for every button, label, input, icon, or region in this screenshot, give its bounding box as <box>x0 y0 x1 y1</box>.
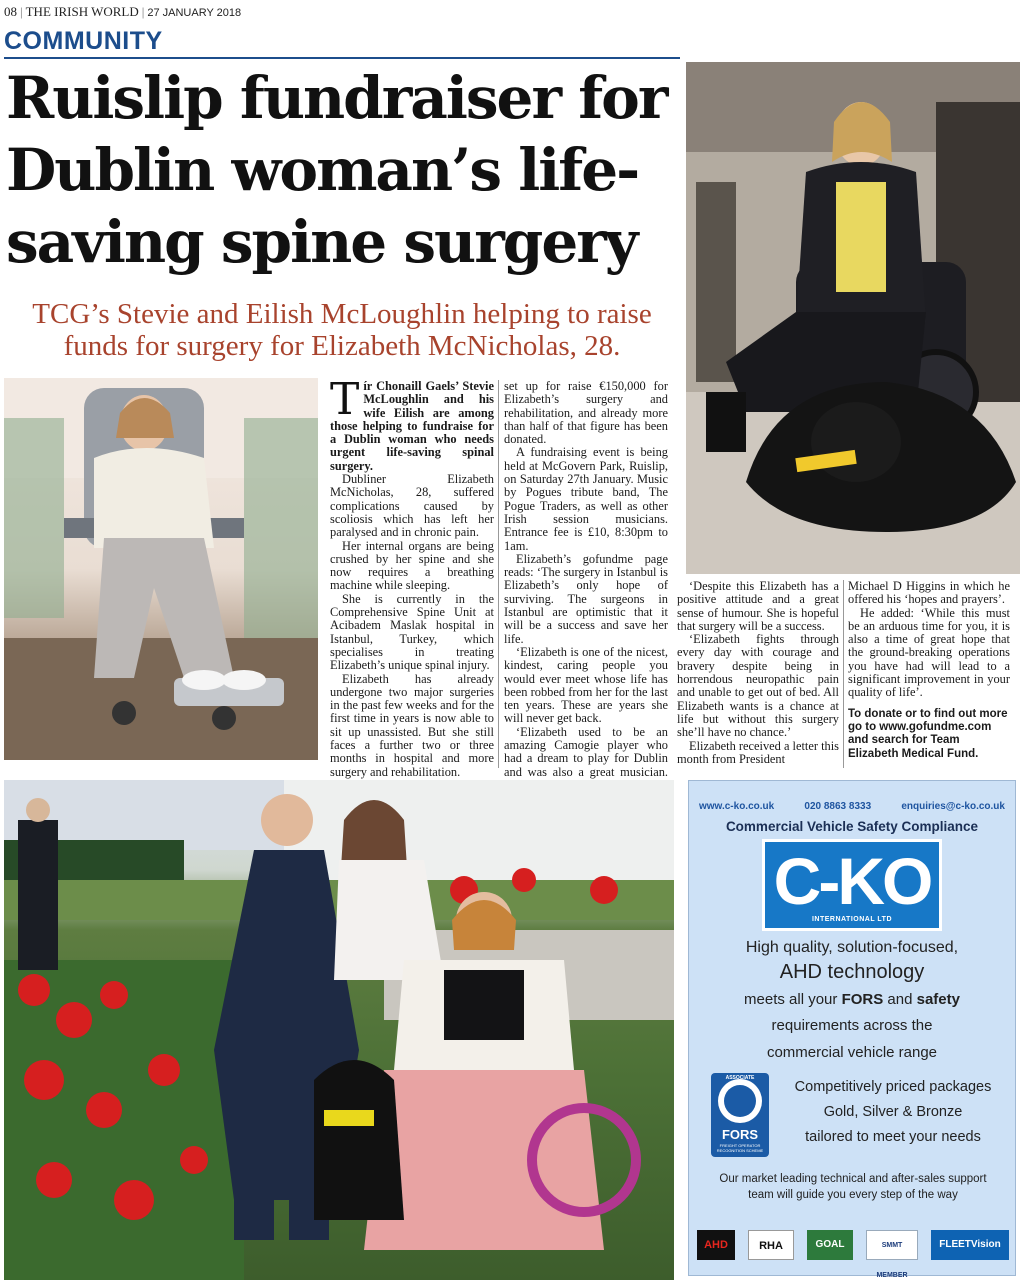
ad-package-line-2: Gold, Silver & Bronze <box>823 1104 963 1120</box>
fors-label: FORS <box>721 1127 759 1142</box>
ahd-logo: AHD <box>697 1230 735 1260</box>
paragraph: A fundraising event is being held at McGovern Park, Ruislip, on Saturday 27th January. Music by Pogues tribute band, The Pogue Traders, as well as other Irish session musicians. Entrance fee is £10, 8:30pm to 1am. <box>504 445 668 553</box>
article-column-1 <box>330 374 494 792</box>
masthead: 08 | THE IRISH WORLD | 27 JANUARY 2018 <box>4 4 242 19</box>
ckoadvert[interactable] <box>688 780 1016 1279</box>
paragraph: Elizabeth has already undergone two major surgeries in the past few weeks and for the first time in years is now able to sit up unassisted. But she still faces a further two or three months in hospital and more surgery and rehabilitation. <box>330 671 494 779</box>
ad-line-1: High quality, solution-focused, <box>745 939 959 956</box>
article-lead: ír Chonaill Gaels’ Stevie McLoughlin and his wife Eilish are among those helping to fundraise for a Dublin woman who needs urgent life-saving spinal surgery. <box>330 379 494 473</box>
ad-website[interactable]: www.c-ko.co.uk <box>699 801 775 812</box>
cko-logo-text: C-KO <box>773 844 931 918</box>
photo-elizabeth-with-dog <box>686 62 1020 574</box>
paragraph: She is currently in the Comprehensive Spine Unit at Acibadem Maslak hospital in Istanbul, Turkey, which specialises in treating Elizabeth’s unique spinal injury. <box>330 591 494 673</box>
partner-logos <box>697 1227 1009 1279</box>
ad-line-5: commercial vehicle range <box>766 1044 938 1061</box>
donate-info: To donate or to find out more go to www.gofundme.com and search for Team Elizabeth Medical Fund. <box>848 707 1008 760</box>
rha-logo: RHA <box>748 1230 794 1260</box>
paper-name: THE IRISH WORLD <box>25 4 139 19</box>
ad-line-3: meets all your FORS and safety <box>744 991 960 1008</box>
paragraph: Elizabeth’s gofundme page reads: ‘The surgery in Istanbul is Elizabeth’s only hope of surviving. The surgeons in Istanbul are optimistic that it will be a success and save her life. <box>504 551 668 646</box>
paragraph: ‘Elizabeth fights through every day with courage and bravery despite being in horrendous neuropathic pain and unable to get out of bed. All Elizabeth wants is a chance at life but without this surgery she’ll have no chance.’ <box>677 632 839 740</box>
section-label: COMMUNITY <box>4 27 163 55</box>
ad-email[interactable]: enquiries@c-ko.co.uk <box>901 801 1005 812</box>
goal-logo: GOAL <box>807 1230 853 1260</box>
paragraph: Dubliner Elizabeth McNicholas, 28, suffered complications caused by scoliosis which has left her paralysed and in chronic pain. <box>330 472 494 540</box>
headline: Ruislip fundraiser for Dublin woman’s life-saving spine surgery <box>6 64 667 276</box>
column-rule <box>498 380 499 768</box>
photo-group-with-president-illustration <box>4 780 674 1280</box>
photo-group-with-president <box>4 780 674 1280</box>
paragraph: ‘Elizabeth used to be an amazing Camogie player who had a dream to play for Dublin and was also a great musician. <box>504 724 668 779</box>
ad-contact-bar <box>699 801 1005 812</box>
cko-logo <box>762 839 942 931</box>
article-column-3 <box>677 580 839 766</box>
photo-elizabeth-hospital <box>4 378 318 760</box>
paragraph: Michael D Higgins in which he offered his ‘hopes and prayers’. <box>848 579 1010 607</box>
paragraph: ‘Elizabeth is one of the nicest, kindest, caring people you would ever meet whose life has been robbed from her for the last ten years. These are years she will never get back. <box>504 644 668 726</box>
paragraph: Her internal organs are being crushed by her spine and she now requires a breathing machine while sleeping. <box>330 538 494 593</box>
fleetvision-logo: FLEETVision <box>931 1230 1009 1260</box>
page-number: 08 <box>4 4 17 19</box>
fors-associate-badge <box>711 1073 769 1157</box>
fors-fine-print: FREIGHT OPERATOR RECOGNITION SCHEME <box>716 1143 764 1153</box>
cko-logo-sub: INTERNATIONAL LTD <box>811 916 893 923</box>
issue-date: 27 JANUARY 2018 <box>147 7 242 19</box>
section-rule <box>4 57 680 59</box>
photo-elizabeth-hospital-illustration <box>4 378 318 760</box>
ad-phone: 020 8863 8333 <box>804 801 872 812</box>
column-rule <box>843 580 844 768</box>
paragraph: He added: ‘While this must be an arduous time for you, it is also a time of great hope that the ground-breaking operations you have had will lead to a significant improvement in your quality of life’. <box>848 605 1010 700</box>
fors-ring-icon <box>718 1079 762 1123</box>
ad-package-line-3: tailored to meet your needs <box>805 1129 981 1145</box>
fors-associate-label: ASSOCIATE <box>725 1075 755 1081</box>
article-column-4 <box>848 580 1010 761</box>
article-column-2 <box>504 380 668 806</box>
paragraph: Elizabeth received a letter this month from President <box>677 738 839 766</box>
ad-line-4: requirements across the <box>771 1017 933 1034</box>
smmt-logo: SMMT MEMBER <box>866 1230 918 1260</box>
photo-elizabeth-with-dog-illustration <box>686 62 1020 574</box>
ad-package-line-1: Competitively priced packages <box>794 1079 992 1095</box>
paragraph: set up for raise €150,000 for Elizabeth’s surgery and rehabilitation, and already more than half of that figure has been donated. <box>504 379 668 447</box>
standfirst: TCG’s Stevie and Eilish McLoughlin helping to raise funds for surgery for Elizabeth McNicholas, 28. <box>32 298 652 362</box>
ad-heading: Commercial Vehicle Safety Compliance <box>725 819 979 834</box>
paragraph: ‘Despite this Elizabeth has a positive attitude and a great sense of humour. She is hopeful that surgery will be a success. <box>677 579 839 633</box>
drop-cap: T <box>330 374 360 425</box>
ad-line-2: AHD technology <box>779 961 925 983</box>
ad-support-text: Our market leading technical and after-sales support team will guide you every step of the way <box>719 1173 987 1201</box>
